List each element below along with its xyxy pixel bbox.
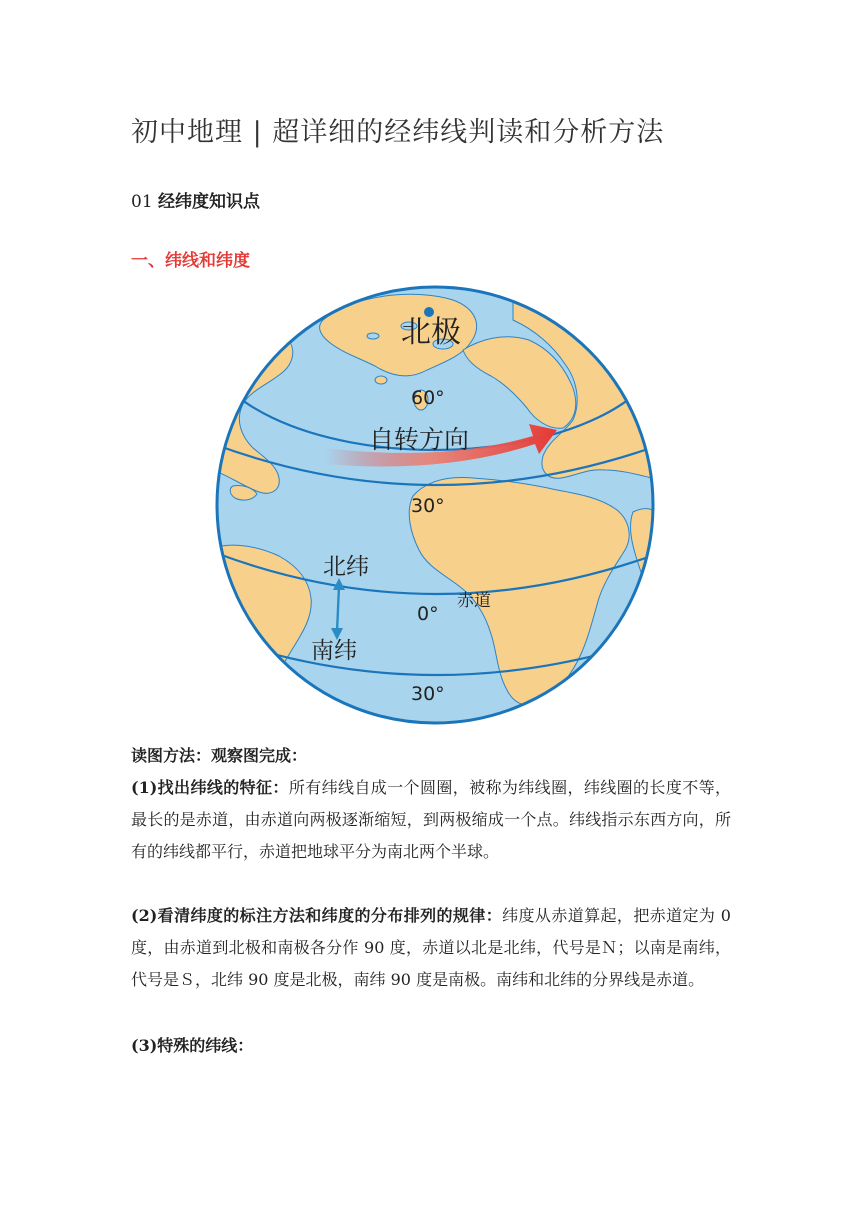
section-number: 01 bbox=[131, 192, 153, 212]
subsection-heading: 一、纬线和纬度 bbox=[131, 251, 250, 271]
paragraph-1-text: 所有纬线自成一个圆圈，被称为纬线圈，纬线圈的长度不等，最长的是赤道，由赤道向两极逐渐缩短，到两极缩成一个点。纬线指示东西方向，所有的纬线都平行，赤道把地球平分为南北两个半球。 bbox=[131, 778, 731, 861]
globe-illustration bbox=[213, 280, 660, 728]
paragraph-1 bbox=[131, 772, 731, 868]
paragraph-2-label: (2)看清纬度的标注方法和纬度的分布排列的规律： bbox=[131, 906, 503, 925]
lat30s-label: 30° bbox=[411, 683, 445, 705]
equator-degree-label: 0° bbox=[417, 603, 439, 625]
paragraph-2 bbox=[131, 900, 731, 996]
paragraph-1-label: (1)找出纬线的特征： bbox=[131, 778, 289, 797]
read-method-heading bbox=[131, 740, 731, 772]
paragraph-2-text: 纬度从赤道算起，把赤道定为 0 度，由赤道到北极和南极各分作 90 度，赤道以北是北纬，代号是Ｎ；以南是南纬，代号是Ｓ，北纬 90 度是北极，南纬 90 度是南极。南纬和北纬的分界线是赤道。 bbox=[131, 906, 731, 989]
rotation-label: 自转方向 bbox=[369, 425, 470, 454]
paragraph-3 bbox=[131, 1030, 731, 1062]
paragraph-3-label: (3)特殊的纬线： bbox=[131, 1036, 254, 1055]
page-title: 初中地理 | 超详细的经纬线判读和分析方法 bbox=[131, 117, 665, 148]
south-latitude-label: 南纬 bbox=[311, 638, 357, 664]
lat30n-label: 30° bbox=[411, 495, 445, 517]
equator-label: 赤道 bbox=[457, 591, 491, 611]
north-latitude-label: 北纬 bbox=[323, 554, 369, 580]
section-heading-text: 经纬度知识点 bbox=[158, 192, 261, 212]
iceland-icon bbox=[375, 376, 387, 384]
globe-latitude-figure bbox=[213, 280, 660, 728]
lat60-label: 60° bbox=[411, 387, 445, 409]
north-pole-label: 北极 bbox=[401, 315, 461, 350]
arctic-island-icon bbox=[367, 333, 379, 339]
read-method-text: 读图方法：观察图完成： bbox=[131, 746, 308, 765]
section-heading bbox=[131, 187, 260, 212]
